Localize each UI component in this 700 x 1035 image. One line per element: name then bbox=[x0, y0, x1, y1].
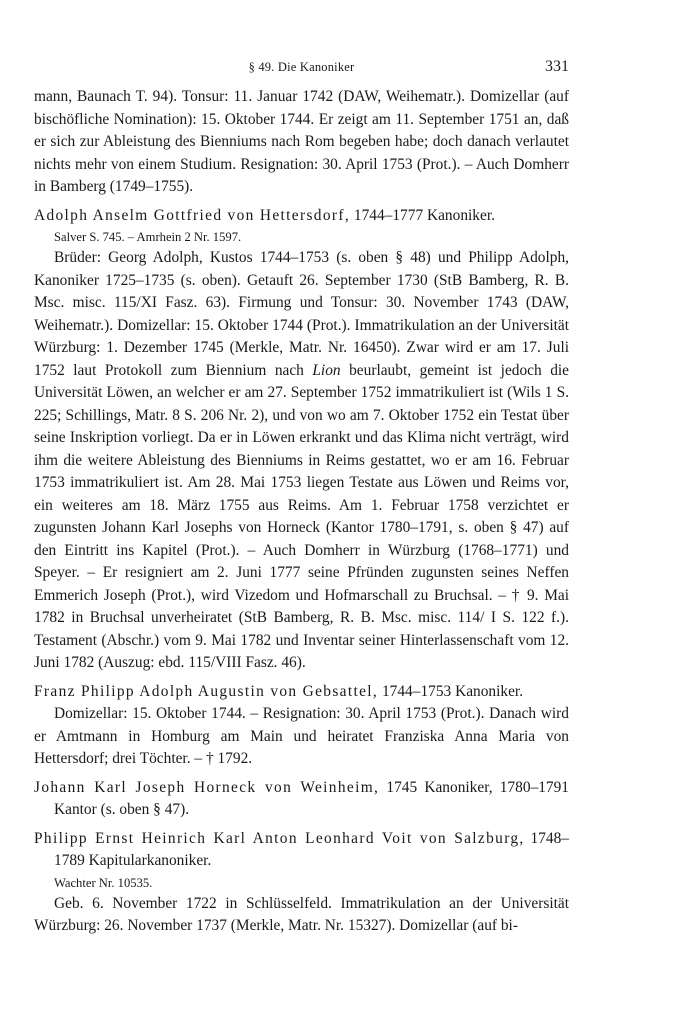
entry-name: Johann Karl Joseph Horneck von Weinheim, bbox=[34, 778, 380, 796]
entry-dates: 1744–1753 Kanoniker. bbox=[378, 682, 524, 700]
italic-place-name: Lion bbox=[312, 361, 341, 379]
entry-dates: 1744–1777 Kanoniker. bbox=[350, 206, 495, 224]
entry-heading-horneck bbox=[34, 777, 569, 822]
entry-name: Franz Philipp Adolph Augustin von Gebsattel, bbox=[34, 682, 379, 700]
entry-name: Adolph Anselm Gottfried von Hettersdorf, bbox=[34, 206, 351, 224]
entry-heading-hettersdorf bbox=[34, 205, 569, 228]
entry-body-hettersdorf bbox=[34, 247, 569, 675]
entry-name: Philipp Ernst Heinrich Karl Anton Leonhard Voit von Salzburg, bbox=[34, 829, 525, 847]
entry-heading-gebsattel bbox=[34, 681, 569, 704]
page-number: 331 bbox=[545, 58, 569, 75]
running-title: § 49. Die Kanoniker bbox=[248, 60, 355, 74]
body-text bbox=[34, 86, 569, 938]
entry-text: Brüder: Georg Adolph, Kustos 1744–1753 (s. oben § 48) und Philipp Adolph, Kanoniker 1725–1735 (s. oben). Getauft 26. September 1730 (StB Bamberg, R. B. Msc. misc. 115/XI Fasz. 63). Firmung und Tonsur: 30. November 1743 (DAW, Weihematr.). Domizellar: 15. Oktober 1744 (Prot.). Immatrikulation an der Universität Würzburg: 1. Dezember 1745 (Merkle, Matr. Nr. 16450). Zwar wird er am 17. Juli 1752 laut Protokoll zum Biennium nach bbox=[34, 249, 569, 379]
entry-dates: 1748–1789 Kapitularkanoniker. bbox=[54, 829, 570, 869]
running-head bbox=[34, 58, 569, 78]
source-references: Salver S. 745. – Amrhein 2 Nr. 1597. bbox=[54, 230, 242, 244]
entry-body-voit: Geb. 6. November 1722 in Schlüsselfeld. Immatrikulation an der Universität Würzburg: 26. November 1737 (Merkle, Matr. Nr. 15327). Domizellar (auf bi- bbox=[34, 894, 569, 934]
source-references: Wachter Nr. 10535. bbox=[54, 875, 153, 890]
continued-paragraph: mann, Baunach T. 94). Tonsur: 11. Januar 1742 (DAW, Weihematr.). Domizellar (auf bischöfliche Nomination): 15. Oktober 1744. Er zeigt am 11. September 1751 an, daß er sich zur Ableistung des Bienniums nach Rom begeben habe; doch danach verlautet nichts mehr von einem Studium. Resignation: 30. April 1753 (Prot.). – Auch Domherr in Bamberg (1749–1755). bbox=[34, 88, 569, 195]
entry-dates: 1745 Kanoniker, 1780–1791 Kantor (s. oben § 47). bbox=[54, 778, 569, 818]
entry-heading-voit bbox=[34, 828, 569, 873]
entry-text: beurlaubt, gemeint ist jedoch die Universität Löwen, an welcher er am 27. September 1752 immatrikuliert ist (Wils 1 S. 225; Schillings, Matr. 8 S. 206 Nr. 2), und von wo am 7. Oktober 1752 ein Testat über seine Inskription vorliegt. Da er in Löwen erkrankt und das Klima nicht verträgt, wird ihm die weitere Ableistung des Bienniums in Reims gestattet, wo er am 16. Februar 1753 immatrikuliert ist. Am 28. Mai 1753 liegen Testate aus Löwen und Reims vor, ein weiteres am 18. März 1755 aus Reims. Am 1. Februar 1758 verzichtet er zugunsten Johann Karl Josephs von Horneck (Kantor 1780–1791, s. oben § 47) auf den Eintritt ins Kapitel (Prot.). – Auch Domherr in Würzburg (1768–1771) und Speyer. – Er resigniert am 2. Juni 1777 seine Pfründen zugunsten seines Neffen Emmerich Joseph (Prot.), wird Vizedom und Hofmarschall zu Bruchsal. – † 9. Mai 1782 in Bruchsal unverheiratet (StB Bamberg, R. B. Msc. misc. 114/ I S. 122 f.). Testament (Abschr.) vom 9. Mai 1782 und Inventar seiner Hinterlassenschaft vom 12. Juni 1782 (Auszug: ebd. 115/VIII Fasz. 46). bbox=[34, 361, 569, 671]
entry-body-gebsattel: Domizellar: 15. Oktober 1744. – Resignation: 30. April 1753 (Prot.). Danach wird er Amtmann in Homburg am Main und heiratet Franziska Anna Maria von Hettersdorf; drei Töchter. – † 1792. bbox=[34, 705, 569, 767]
